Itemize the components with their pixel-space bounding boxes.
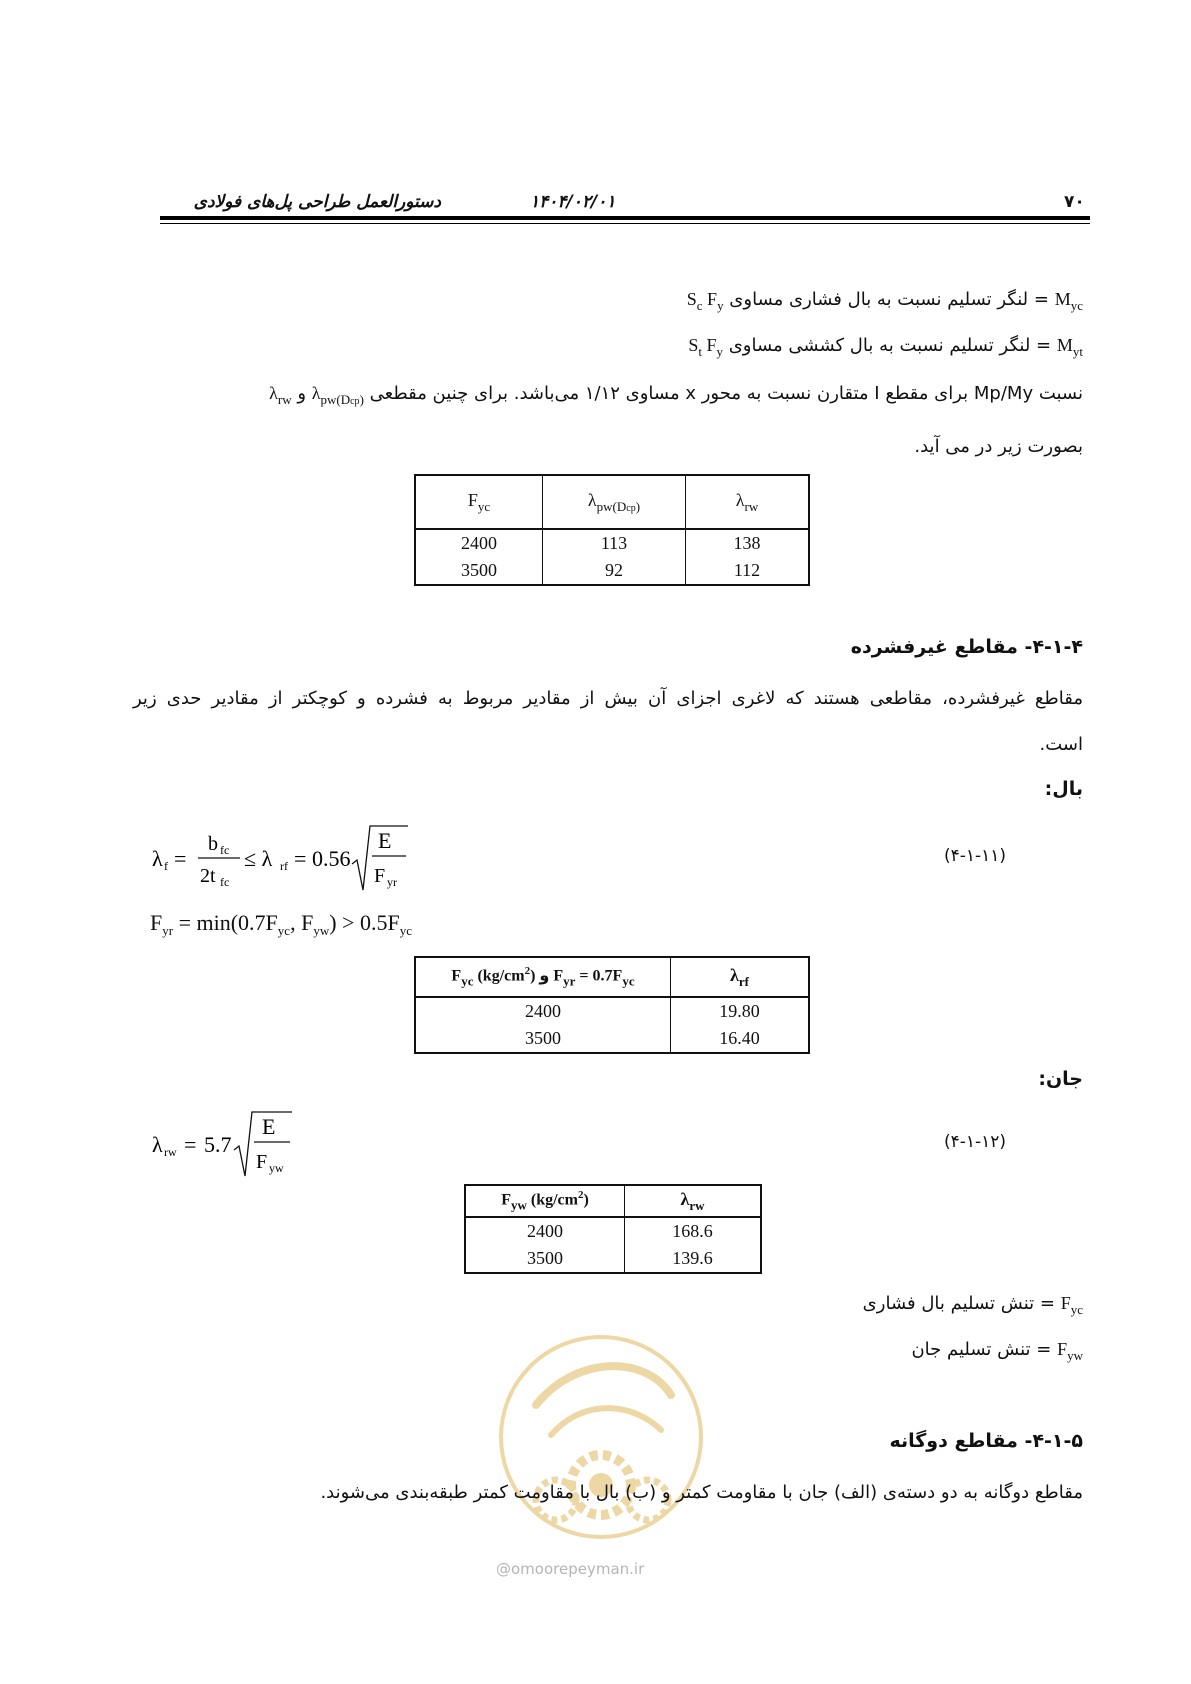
svg-text:E: E bbox=[262, 1114, 276, 1139]
table-row: 2400 113 138 bbox=[415, 529, 809, 557]
web-label: جان: bbox=[1038, 1068, 1083, 1090]
watermark-url: @omoorepeyman.ir bbox=[496, 1560, 645, 1578]
table-row: 2400 19.80 bbox=[415, 997, 809, 1025]
table-header: $F_{yw}$ $(kg/cm^2)$ bbox=[465, 1185, 625, 1217]
header-title: دستورالعمل طراحی پل‌های فولادی bbox=[193, 192, 441, 212]
table-lambda-compact bbox=[414, 474, 810, 586]
svg-text:F: F bbox=[374, 865, 386, 887]
table-header: $F_{yc}$ $(kg/cm^2)$ و $F_{yr} = 0.7F_{yc}$ bbox=[415, 957, 671, 997]
svg-text:=: = bbox=[174, 846, 187, 871]
svg-text:fc: fc bbox=[220, 875, 230, 889]
svg-text:λ: λ bbox=[152, 846, 163, 871]
section-heading-noncompact: ۴-۱-۴- مقاطع غیرفشرده bbox=[850, 636, 1083, 658]
svg-text:λ: λ bbox=[152, 1132, 163, 1157]
svg-text:E: E bbox=[378, 828, 392, 853]
header-rule-thin bbox=[160, 223, 1090, 224]
svg-text:yr: yr bbox=[387, 875, 397, 889]
page-number: ۷۰ bbox=[1064, 192, 1085, 212]
svg-text:fc: fc bbox=[220, 843, 230, 857]
svg-text:rf: rf bbox=[280, 859, 288, 873]
table-header: $\lambda_{pw(Dcp)}$ bbox=[543, 475, 686, 529]
svg-text:5.7: 5.7 bbox=[204, 1132, 232, 1157]
equation-lambda-rw bbox=[150, 1106, 350, 1180]
table-header: $\lambda_{rw}$ bbox=[686, 475, 810, 529]
svg-text:=: = bbox=[184, 1132, 197, 1157]
table-header: $\lambda_{rf}$ bbox=[671, 957, 810, 997]
header-rule bbox=[160, 216, 1090, 220]
table-lambda-rw bbox=[464, 1184, 762, 1274]
definition-myt: $M_{yt}$ = لنگر تسلیم نسبت به بال کششی مساوی $S_t$ $F_y$ bbox=[688, 335, 1083, 359]
equation-fyr: $F_{yr} = \min(0.7F_{yc}$, $F_{yw}) > 0.5F_{yc}$ bbox=[150, 910, 412, 938]
equation-lambda-rf bbox=[150, 820, 450, 894]
equation-number-12: (۴-۱-۱۲) bbox=[944, 1132, 1007, 1152]
svg-text:≤ λ: ≤ λ bbox=[244, 846, 273, 871]
header-date: ۱۴۰۴/۰۲/۰۱ bbox=[530, 192, 616, 212]
definition-fyw: $F_{yw}$ = تنش تسلیم جان bbox=[911, 1339, 1083, 1363]
equation-number-11: (۴-۱-۱۱) bbox=[944, 846, 1007, 866]
table-row: 3500 92 112 bbox=[415, 557, 809, 585]
flange-label: بال: bbox=[1044, 778, 1083, 800]
svg-text:rw: rw bbox=[164, 1145, 177, 1159]
ratio-paragraph-line2: بصورت زیر در می آید. bbox=[914, 436, 1083, 457]
watermark-logo bbox=[496, 1325, 706, 1555]
definition-myc: $M_{yc}$ = لنگر تسلیم نسبت به بال فشاری مساوی $S_c$ $F_y$ bbox=[686, 289, 1083, 313]
noncompact-paragraph-line2: است. bbox=[1039, 734, 1083, 755]
ratio-paragraph: نسبت Mp/My برای مقطع I متقارن نسبت به محور x مساوی ۱/۱۲ می‌باشد. برای چنین مقطعی $\lambda_{pw(Dcp)}$ و $\lambda_{rw}$ bbox=[269, 383, 1083, 407]
table-header: $F_{yc}$ bbox=[415, 475, 543, 529]
svg-text:=: = bbox=[294, 846, 307, 871]
noncompact-paragraph: مقاطع غیرفشرده، مقاطعی هستند که لاغری اجزای آن بیش از مقادیر مربوط به فشرده و کوچکتر از مقادیر حدی زیر bbox=[133, 688, 1083, 709]
svg-text:0.56: 0.56 bbox=[312, 846, 351, 871]
table-header: $\lambda_{rw}$ bbox=[625, 1185, 762, 1217]
table-row: 3500 139.6 bbox=[465, 1245, 761, 1273]
svg-text:yw: yw bbox=[269, 1161, 284, 1175]
hybrid-paragraph: مقاطع دوگانه به دو دسته‌ی (الف) جان با مقاومت کمتر و (ب) بال با مقاومت کمتر طبقه‌بندی می‌شوند. bbox=[320, 1482, 1083, 1503]
section-heading-hybrid: ۴-۱-۵- مقاطع دوگانه bbox=[889, 1430, 1083, 1452]
svg-text:b: b bbox=[208, 833, 218, 855]
svg-text:2t: 2t bbox=[200, 865, 216, 887]
svg-text:F: F bbox=[256, 1151, 268, 1173]
table-row: 3500 16.40 bbox=[415, 1025, 809, 1053]
table-lambda-rf bbox=[414, 956, 810, 1054]
definition-fyc: $F_{yc}$ = تنش تسلیم بال فشاری bbox=[862, 1293, 1083, 1317]
table-row: 2400 168.6 bbox=[465, 1217, 761, 1245]
svg-text:f: f bbox=[164, 859, 168, 873]
